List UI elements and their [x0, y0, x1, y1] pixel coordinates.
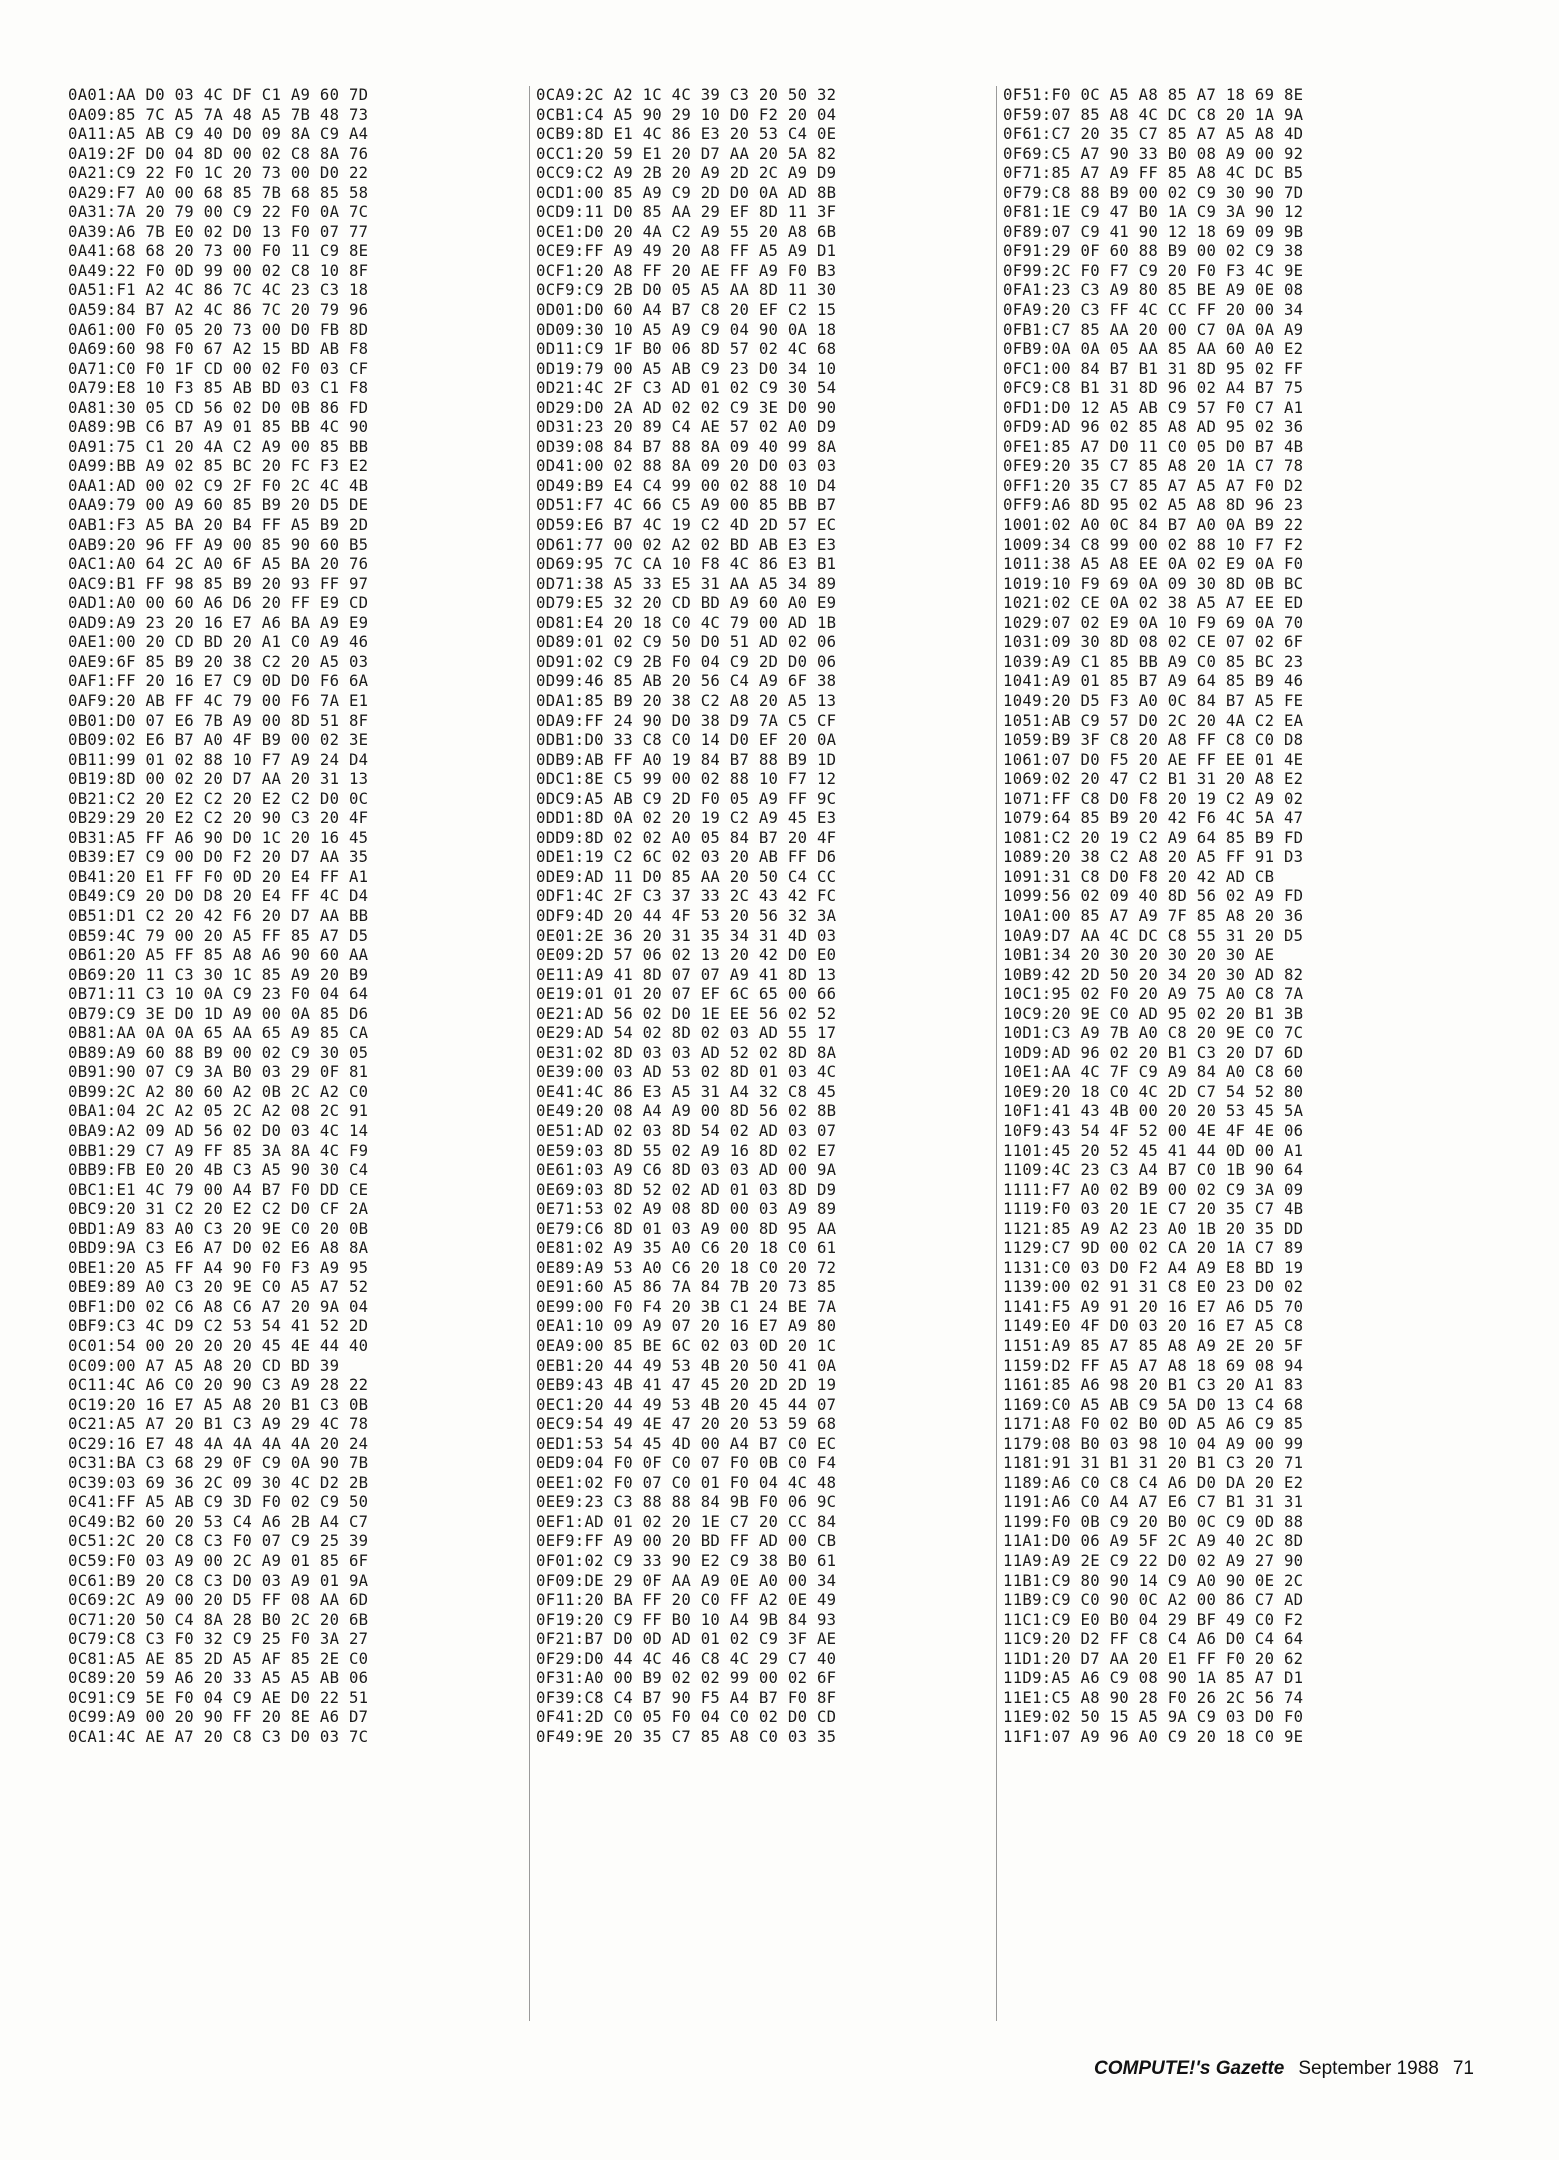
listing-line: 0EA9:00 85 BE 6C 02 03 0D 20 1C	[536, 1337, 837, 1355]
listing-line: 0F81:1E C9 47 B0 1A C9 3A 90 12	[1003, 203, 1304, 222]
listing-line: 0F01:02 C9 33 90 E2 C9 38 B0 61	[536, 1552, 837, 1571]
listing-line: 0C89:20 59 A6 20 33 A5 A5 AB 06	[68, 1669, 369, 1688]
listing-line: 0F69:C5 A7 90 33 B0 08 A9 00 92	[1003, 144, 1304, 163]
listing-line: 1009:34 C8 99 00 02 88 10 F7 F2	[1003, 535, 1304, 554]
listing-line: 0A41:68 68 20 73 00 F0 11 C9 8E	[68, 242, 369, 261]
listing-line: 0DE9:AD 11 D0 85 AA 20 50 C4 CC	[536, 867, 837, 886]
listing-line: 0EB1:20 44 49 53 4B 20 50 41 0A	[536, 1356, 837, 1375]
listing-line: 0F21:B7 D0 0D AD 01 02 C9 3F AE	[536, 1630, 837, 1649]
listing-line: 0BB1:29 C7 A9 FF 85 3A 8A 4C F9	[68, 1141, 369, 1160]
listing-line: 0D59:E6 B7 4C 19 C2 4D 2D 57 EC	[536, 516, 837, 535]
listing-line: 0AD9:A9 23 20 16 E7 A6 BA A9 E9	[68, 613, 369, 632]
listing-line: 0F31:A0 00 B9 02 02 99 00 02 6F	[536, 1669, 837, 1688]
listing-line: 0D89:01 02 C9 50 D0 51 AD 02 06	[536, 633, 837, 652]
listing-line: 0FB1:C7 85 AA 20 00 C7 0A 0A A9	[1003, 320, 1304, 339]
listing-line: 0F11:20 BA FF 20 C0 FF A2 0E 49	[536, 1591, 837, 1610]
listing-line: 0DD1:8D 0A 02 20 19 C2 A9 45 E3	[536, 809, 837, 828]
listing-line: 0B19:8D 00 02 20 D7 AA 20 31 13	[68, 770, 369, 789]
page-footer	[1094, 2058, 1474, 2080]
listing-line: 1001:02 A0 0C 84 B7 A0 0A B9 22	[1003, 516, 1304, 535]
listing-line: 0A11:A5 AB C9 40 D0 09 8A C9 A4	[68, 125, 369, 144]
listing-line: 0AB1:F3 A5 BA 20 B4 FF A5 B9 2D	[68, 516, 369, 535]
listing-line: 0CB1:C4 A5 90 29 10 D0 F2 20 04	[536, 105, 837, 124]
listing-line: 11E1:C5 A8 90 28 F0 26 2C 56 74	[1003, 1688, 1304, 1707]
listing-line: 0EF1:AD 01 02 20 1E C7 20 CC 84	[536, 1512, 837, 1531]
listing-line: 0AA1:AD 00 02 C9 2F F0 2C 4C 4B	[68, 476, 369, 495]
listing-line: 11D9:A5 A6 C9 08 90 1A 85 A7 D1	[1003, 1669, 1304, 1688]
listing-line: 0AF1:FF 20 16 E7 C9 0D D0 F6 6A	[68, 672, 369, 691]
footer-issue-date: September 1988	[1298, 2058, 1439, 2079]
listing-line: 1109:4C 23 C3 A4 B7 C0 1B 90 64	[1003, 1161, 1304, 1180]
listing-line: 0B81:AA 0A 0A 65 AA 65 A9 85 CA	[68, 1024, 369, 1043]
listing-line: 0B71:11 C3 10 0A C9 23 F0 04 64	[68, 985, 369, 1004]
listing-line: 0C11:4C A6 C0 20 90 C3 A9 28 22	[68, 1376, 369, 1395]
listing-line: 0D21:4C 2F C3 AD 01 02 C9 30 54	[536, 379, 837, 398]
listing-line: 1151:A9 85 A7 85 A8 A9 2E 20 5F	[1003, 1337, 1304, 1355]
listing-line: 0C99:A9 00 20 90 FF 20 8E A6 D7	[68, 1708, 369, 1727]
listing-line: 0F51:F0 0C A5 A8 85 A7 18 69 8E	[1003, 86, 1304, 104]
listing-column-2	[529, 86, 980, 2021]
listing-line: 0CD9:11 D0 85 AA 29 EF 8D 11 3F	[536, 203, 837, 222]
listing-page	[62, 86, 1477, 2036]
listing-line: 0B31:A5 FF A6 90 D0 1C 20 16 45	[68, 828, 369, 847]
listing-line: 0B99:2C A2 80 60 A2 0B 2C A2 C0	[68, 1082, 369, 1101]
listing-line: 0B21:C2 20 E2 C2 20 E2 C2 D0 0C	[68, 789, 369, 808]
listing-line: 0F59:07 85 A8 4C DC C8 20 1A 9A	[1003, 105, 1304, 124]
listing-line: 0BD1:A9 83 A0 C3 20 9E C0 20 0B	[68, 1219, 369, 1238]
listing-line: 0C09:00 A7 A5 A8 20 CD BD 39	[68, 1356, 340, 1375]
listing-line: 0AD1:A0 00 60 A6 D6 20 FF E9 CD	[68, 594, 369, 613]
listing-line: 0FE1:85 A7 D0 11 C0 05 D0 B7 4B	[1003, 437, 1304, 456]
listing-line: 10A1:00 85 A7 A9 7F 85 A8 20 36	[1003, 906, 1304, 925]
listing-line: 1161:85 A6 98 20 B1 C3 20 A1 83	[1003, 1376, 1304, 1395]
listing-line: 0F79:C8 88 B9 00 02 C9 30 90 7D	[1003, 183, 1304, 202]
listing-line: 1159:D2 FF A5 A7 A8 18 69 08 94	[1003, 1356, 1304, 1375]
listing-line: 0C31:BA C3 68 29 0F C9 0A 90 7B	[68, 1454, 369, 1473]
listing-line: 1011:38 A5 A8 EE 0A 02 E9 0A F0	[1003, 555, 1304, 574]
listing-line: 0D51:F7 4C 66 C5 A9 00 85 BB B7	[536, 496, 837, 515]
listing-line: 0BE1:20 A5 FF A4 90 F0 F3 A9 95	[68, 1258, 369, 1277]
listing-line: 0B29:29 20 E2 C2 20 90 C3 20 4F	[68, 809, 369, 828]
listing-line: 1091:31 C8 D0 F8 20 42 AD CB	[1003, 867, 1275, 886]
listing-line: 0EF9:FF A9 00 20 BD FF AD 00 CB	[536, 1532, 837, 1551]
listing-line: 0E11:A9 41 8D 07 07 A9 41 8D 13	[536, 965, 837, 984]
listing-line: 0B41:20 E1 FF F0 0D 20 E4 FF A1	[68, 867, 369, 886]
listing-line: 0D01:D0 60 A4 B7 C8 20 EF C2 15	[536, 301, 837, 320]
listing-line: 0E51:AD 02 03 8D 54 02 AD 03 07	[536, 1121, 837, 1140]
listing-line: 0EA1:10 09 A9 07 20 16 E7 A9 80	[536, 1317, 837, 1336]
listing-line: 0BF1:D0 02 C6 A8 C6 A7 20 9A 04	[68, 1297, 369, 1316]
listing-line: 0FA9:20 C3 FF 4C CC FF 20 00 34	[1003, 301, 1304, 320]
listing-line: 0EE9:23 C3 88 88 84 9B F0 06 9C	[536, 1493, 837, 1512]
listing-line: 0B11:99 01 02 88 10 F7 A9 24 D4	[68, 750, 369, 769]
listing-line: 0FD1:D0 12 A5 AB C9 57 F0 C7 A1	[1003, 398, 1304, 417]
listing-line: 0C41:FF A5 AB C9 3D F0 02 C9 50	[68, 1493, 369, 1512]
listing-line: 0D29:D0 2A AD 02 02 C9 3E D0 90	[536, 398, 837, 417]
listing-line: 1071:FF C8 D0 F8 20 19 C2 A9 02	[1003, 789, 1304, 808]
listing-line: 0BF9:C3 4C D9 C2 53 54 41 52 2D	[68, 1317, 369, 1336]
listing-line: 0B09:02 E6 B7 A0 4F B9 00 02 3E	[68, 731, 369, 750]
listing-line: 0ED9:04 F0 0F C0 07 F0 0B C0 F4	[536, 1454, 837, 1473]
listing-line: 1069:02 20 47 C2 B1 31 20 A8 E2	[1003, 770, 1304, 789]
listing-line: 0A09:85 7C A5 7A 48 A5 7B 48 73	[68, 105, 369, 124]
listing-column-1	[62, 86, 513, 2021]
listing-line: 0E21:AD 56 02 D0 1E EE 56 02 52	[536, 1004, 837, 1023]
listing-line: 11B9:C9 C0 90 0C A2 00 86 C7 AD	[1003, 1591, 1304, 1610]
listing-line: 0D99:46 85 AB 20 56 C4 A9 6F 38	[536, 672, 837, 691]
listing-line: 0E31:02 8D 03 03 AD 52 02 8D 8A	[536, 1043, 837, 1062]
listing-line: 11C9:20 D2 FF C8 C4 A6 D0 C4 64	[1003, 1630, 1304, 1649]
listing-line: 11A1:D0 06 A9 5F 2C A9 40 2C 8D	[1003, 1532, 1304, 1551]
listing-line: 10A9:D7 AA 4C DC C8 55 31 20 D5	[1003, 926, 1304, 945]
listing-line: 0CA1:4C AE A7 20 C8 C3 D0 03 7C	[68, 1727, 369, 1746]
listing-line: 1101:45 20 52 45 41 44 0D 00 A1	[1003, 1141, 1304, 1160]
listing-line: 0D09:30 10 A5 A9 C9 04 90 0A 18	[536, 320, 837, 339]
listing-line: 0DC1:8E C5 99 00 02 88 10 F7 12	[536, 770, 837, 789]
listing-line: 0CB9:8D E1 4C 86 E3 20 53 C4 0E	[536, 125, 837, 144]
listing-line: 0DF1:4C 2F C3 37 33 2C 43 42 FC	[536, 887, 837, 906]
listing-line: 0F39:C8 C4 B7 90 F5 A4 B7 F0 8F	[536, 1688, 837, 1707]
listing-line: 0F91:29 0F 60 88 B9 00 02 C9 38	[1003, 242, 1304, 261]
listing-line: 10D1:C3 A9 7B A0 C8 20 9E C0 7C	[1003, 1024, 1304, 1043]
listing-line: 0B69:20 11 C3 30 1C 85 A9 20 B9	[68, 965, 369, 984]
listing-line: 0AE9:6F 85 B9 20 38 C2 20 A5 03	[68, 652, 369, 671]
listing-line: 0DD9:8D 02 02 A0 05 84 B7 20 4F	[536, 828, 837, 847]
listing-line: 0C91:C9 5E F0 04 C9 AE D0 22 51	[68, 1688, 369, 1707]
listing-line: 0E41:4C 86 E3 A5 31 A4 32 C8 45	[536, 1082, 837, 1101]
listing-line: 1041:A9 01 85 B7 A9 64 85 B9 46	[1003, 672, 1304, 691]
listing-line: 11D1:20 D7 AA 20 E1 FF F0 20 62	[1003, 1649, 1304, 1668]
listing-line: 0A19:2F D0 04 8D 00 02 C8 8A 76	[68, 144, 369, 163]
listing-line: 1181:91 31 B1 31 20 B1 C3 20 71	[1003, 1454, 1304, 1473]
listing-line: 0B39:E7 C9 00 D0 F2 20 D7 AA 35	[68, 848, 369, 867]
listing-line: 0B51:D1 C2 20 42 F6 20 D7 AA BB	[68, 906, 369, 925]
listing-line: 0D69:95 7C CA 10 F8 4C 86 E3 B1	[536, 555, 837, 574]
listing-line: 0CC1:20 59 E1 20 D7 AA 20 5A 82	[536, 144, 837, 163]
listing-line: 0C39:03 69 36 2C 09 30 4C D2 2B	[68, 1473, 369, 1492]
listing-line: 1081:C2 20 19 C2 A9 64 85 B9 FD	[1003, 828, 1304, 847]
listing-line: 1131:C0 03 D0 F2 A4 A9 E8 BD 19	[1003, 1258, 1304, 1277]
listing-line: 0A91:75 C1 20 4A C2 A9 00 85 BB	[68, 437, 369, 456]
listing-line: 0FD9:AD 96 02 85 A8 AD 95 02 36	[1003, 418, 1304, 437]
listing-line: 0D49:B9 E4 C4 99 00 02 88 10 D4	[536, 476, 837, 495]
listing-line: 0DE1:19 C2 6C 02 03 20 AB FF D6	[536, 848, 837, 867]
listing-line: 0AF9:20 AB FF 4C 79 00 F6 7A E1	[68, 691, 369, 710]
listing-line: 0E59:03 8D 55 02 A9 16 8D 02 E7	[536, 1141, 837, 1160]
listing-line: 0BC1:E1 4C 79 00 A4 B7 F0 DD CE	[68, 1180, 369, 1199]
listing-line: 10F9:43 54 4F 52 00 4E 4F 4E 06	[1003, 1121, 1304, 1140]
listing-line: 0DA9:FF 24 90 D0 38 D9 7A C5 CF	[536, 711, 837, 730]
listing-line: 0CF9:C9 2B D0 05 A5 AA 8D 11 30	[536, 281, 837, 300]
listing-line: 10B9:42 2D 50 20 34 20 30 AD 82	[1003, 965, 1304, 984]
listing-line: 0D79:E5 32 20 CD BD A9 60 A0 E9	[536, 594, 837, 613]
listing-line: 1171:A8 F0 02 B0 0D A5 A6 C9 85	[1003, 1415, 1304, 1434]
listing-line: 0E49:20 08 A4 A9 00 8D 56 02 8B	[536, 1102, 837, 1121]
listing-line: 11C1:C9 E0 B0 04 29 BF 49 C0 F2	[1003, 1610, 1304, 1629]
listing-line: 0FF1:20 35 C7 85 A7 A5 A7 F0 D2	[1003, 476, 1304, 495]
listing-line: 0CF1:20 A8 FF 20 AE FF A9 F0 B3	[536, 261, 837, 280]
listing-line: 0AC1:A0 64 2C A0 6F A5 BA 20 76	[68, 555, 369, 574]
listing-line: 0D11:C9 1F B0 06 8D 57 02 4C 68	[536, 340, 837, 359]
listing-line: 0C69:2C A9 00 20 D5 FF 08 AA 6D	[68, 1591, 369, 1610]
footer-page-number: 71	[1452, 2058, 1474, 2079]
listing-line: 0D39:08 84 B7 88 8A 09 40 99 8A	[536, 437, 837, 456]
listing-line: 0A99:BB A9 02 85 BC 20 FC F3 E2	[68, 457, 369, 476]
listing-line: 0E79:C6 8D 01 03 A9 00 8D 95 AA	[536, 1219, 837, 1238]
listing-column-3	[996, 86, 1447, 2021]
listing-line: 0EC1:20 44 49 53 4B 20 45 44 07	[536, 1395, 837, 1414]
listing-line: 0A31:7A 20 79 00 C9 22 F0 0A 7C	[68, 203, 369, 222]
listing-line: 0B61:20 A5 FF 85 A8 A6 90 60 AA	[68, 946, 369, 965]
listing-line: 0F49:9E 20 35 C7 85 A8 C0 03 35	[536, 1727, 837, 1746]
listing-line: 0AC9:B1 FF 98 85 B9 20 93 FF 97	[68, 574, 369, 593]
listing-line: 10B1:34 20 30 20 30 20 30 AE	[1003, 946, 1275, 965]
listing-line: 1089:20 38 C2 A8 20 A5 FF 91 D3	[1003, 848, 1304, 867]
footer-magazine-title: COMPUTE!'s Gazette	[1094, 2058, 1285, 2079]
listing-line: 1141:F5 A9 91 20 16 E7 A6 D5 70	[1003, 1297, 1304, 1316]
listing-line: 0B01:D0 07 E6 7B A9 00 8D 51 8F	[68, 711, 369, 730]
listing-line: 1119:F0 03 20 1E C7 20 35 C7 4B	[1003, 1200, 1304, 1219]
listing-line: 0E99:00 F0 F4 20 3B C1 24 BE 7A	[536, 1297, 837, 1316]
listing-line: 0A51:F1 A2 4C 86 7C 4C 23 C3 18	[68, 281, 369, 300]
listing-line: 11B1:C9 80 90 14 C9 A0 90 0E 2C	[1003, 1571, 1304, 1590]
listing-line: 0E19:01 01 20 07 EF 6C 65 00 66	[536, 985, 837, 1004]
listing-line: 0F29:D0 44 4C 46 C8 4C 29 C7 40	[536, 1649, 837, 1668]
listing-line: 0DB1:D0 33 C8 C0 14 D0 EF 20 0A	[536, 731, 837, 750]
listing-line: 0A81:30 05 CD 56 02 D0 0B 86 FD	[68, 398, 369, 417]
listing-line: 0C61:B9 20 C8 C3 D0 03 A9 01 9A	[68, 1571, 369, 1590]
listing-line: 10E9:20 18 C0 4C 2D C7 54 52 80	[1003, 1082, 1304, 1101]
listing-line: 1059:B9 3F C8 20 A8 FF C8 C0 D8	[1003, 731, 1304, 750]
listing-line: 0C49:B2 60 20 53 C4 A6 2B A4 C7	[68, 1512, 369, 1531]
listing-line: 0C21:A5 A7 20 B1 C3 A9 29 4C 78	[68, 1415, 369, 1434]
listing-line: 0BE9:89 A0 C3 20 9E C0 A5 A7 52	[68, 1278, 369, 1297]
listing-line: 0CE9:FF A9 49 20 A8 FF A5 A9 D1	[536, 242, 837, 261]
listing-line: 0FC9:C8 B1 31 8D 96 02 A4 B7 75	[1003, 379, 1304, 398]
listing-line: 0AE1:00 20 CD BD 20 A1 C0 A9 46	[68, 633, 369, 652]
listing-line: 10E1:AA 4C 7F C9 A9 84 A0 C8 60	[1003, 1063, 1304, 1082]
listing-line: 0DA1:85 B9 20 38 C2 A8 20 A5 13	[536, 691, 837, 710]
listing-line: 0A29:F7 A0 00 68 85 7B 68 85 58	[68, 183, 369, 202]
listing-line: 0E71:53 02 A9 08 8D 00 03 A9 89	[536, 1200, 837, 1219]
listing-line: 0B91:90 07 C9 3A B0 03 29 0F 81	[68, 1063, 369, 1082]
listing-line: 1061:07 D0 F5 20 AE FF EE 01 4E	[1003, 750, 1304, 769]
listing-line: 1189:A6 C0 C8 C4 A6 D0 DA 20 E2	[1003, 1473, 1304, 1492]
listing-line: 1129:C7 9D 00 02 CA 20 1A C7 89	[1003, 1239, 1304, 1258]
listing-line: 0A59:84 B7 A2 4C 86 7C 20 79 96	[68, 301, 369, 320]
listing-line: 0BB9:FB E0 20 4B C3 A5 90 30 C4	[68, 1161, 369, 1180]
listing-line: 11A9:A9 2E C9 22 D0 02 A9 27 90	[1003, 1552, 1304, 1571]
listing-line: 1121:85 A9 A2 23 A0 1B 20 35 DD	[1003, 1219, 1304, 1238]
listing-line: 0FB9:0A 0A 05 AA 85 AA 60 A0 E2	[1003, 340, 1304, 359]
listing-line: 0F71:85 A7 A9 FF 85 A8 4C DC B5	[1003, 164, 1304, 183]
listing-line: 0A69:60 98 F0 67 A2 15 BD AB F8	[68, 340, 369, 359]
listing-line: 0B49:C9 20 D0 D8 20 E4 FF 4C D4	[68, 887, 369, 906]
listing-line: 0D41:00 02 88 8A 09 20 D0 03 03	[536, 457, 837, 476]
listing-line: 0CC9:C2 A9 2B 20 A9 2D 2C A9 D9	[536, 164, 837, 183]
listing-line: 0EC9:54 49 4E 47 20 20 53 59 68	[536, 1415, 837, 1434]
listing-line: 0EE1:02 F0 07 C0 01 F0 04 4C 48	[536, 1473, 837, 1492]
listing-line: 0E81:02 A9 35 A0 C6 20 18 C0 61	[536, 1239, 837, 1258]
listing-line: 1021:02 CE 0A 02 38 A5 A7 EE ED	[1003, 594, 1304, 613]
listing-line: 1079:64 85 B9 20 42 F6 4C 5A 47	[1003, 809, 1304, 828]
listing-line: 0F41:2D C0 05 F0 04 C0 02 D0 CD	[536, 1708, 837, 1727]
listing-line: 0E89:A9 53 A0 C6 20 18 C0 20 72	[536, 1258, 837, 1277]
listing-line: 1019:10 F9 69 0A 09 30 8D 0B BC	[1003, 574, 1304, 593]
listing-line: 0A01:AA D0 03 4C DF C1 A9 60 7D	[68, 86, 369, 104]
listing-line: 0BD9:9A C3 E6 A7 D0 02 E6 A8 8A	[68, 1239, 369, 1258]
listing-line: 0CD1:00 85 A9 C9 2D D0 0A AD 8B	[536, 183, 837, 202]
listing-line: 1149:E0 4F D0 03 20 16 E7 A5 C8	[1003, 1317, 1304, 1336]
listing-line: 0CA9:2C A2 1C 4C 39 C3 20 50 32	[536, 86, 837, 104]
listing-line: 0DB9:AB FF A0 19 84 B7 88 B9 1D	[536, 750, 837, 769]
listing-line: 10C9:20 9E C0 AD 95 02 20 B1 3B	[1003, 1004, 1304, 1023]
listing-line: 11E9:02 50 15 A5 9A C9 03 D0 F0	[1003, 1708, 1304, 1727]
listing-line: 0E09:2D 57 06 02 13 20 42 D0 E0	[536, 946, 837, 965]
listing-line: 0A71:C0 F0 1F CD 00 02 F0 03 CF	[68, 359, 369, 378]
listing-line: 0A79:E8 10 F3 85 AB BD 03 C1 F8	[68, 379, 369, 398]
listing-line: 0A61:00 F0 05 20 73 00 D0 FB 8D	[68, 320, 369, 339]
listing-line: 0FA1:23 C3 A9 80 85 BE A9 0E 08	[1003, 281, 1304, 300]
listing-line: 1111:F7 A0 02 B9 00 02 C9 3A 09	[1003, 1180, 1304, 1199]
listing-line: 1199:F0 0B C9 20 B0 0C C9 0D 88	[1003, 1512, 1304, 1531]
listing-line: 0DC9:A5 AB C9 2D F0 05 A9 FF 9C	[536, 789, 837, 808]
listing-line: 11F1:07 A9 96 A0 C9 20 18 C0 9E	[1003, 1727, 1304, 1746]
listing-line: 0B59:4C 79 00 20 A5 FF 85 A7 D5	[68, 926, 369, 945]
listing-line: 0CE1:D0 20 4A C2 A9 55 20 A8 6B	[536, 222, 837, 241]
listing-line: 10D9:AD 96 02 20 B1 C3 20 D7 6D	[1003, 1043, 1304, 1062]
listing-line: 0B89:A9 60 88 B9 00 02 C9 30 05	[68, 1043, 369, 1062]
listing-line: 0EB9:43 4B 41 47 45 20 2D 2D 19	[536, 1376, 837, 1395]
listing-line: 0D91:02 C9 2B F0 04 C9 2D D0 06	[536, 652, 837, 671]
listing-line: 0E91:60 A5 86 7A 84 7B 20 73 85	[536, 1278, 837, 1297]
listing-line: 0F61:C7 20 35 C7 85 A7 A5 A8 4D	[1003, 125, 1304, 144]
listing-line: 1029:07 02 E9 0A 10 F9 69 0A 70	[1003, 613, 1304, 632]
listing-line: 0A21:C9 22 F0 1C 20 73 00 D0 22	[68, 164, 369, 183]
listing-line: 0FC1:00 84 B7 B1 31 8D 95 02 FF	[1003, 359, 1304, 378]
listing-line: 0AA9:79 00 A9 60 85 B9 20 D5 DE	[68, 496, 369, 515]
listing-line: 0D81:E4 20 18 C0 4C 79 00 AD 1B	[536, 613, 837, 632]
listing-line: 0D71:38 A5 33 E5 31 AA A5 34 89	[536, 574, 837, 593]
listing-line: 0C01:54 00 20 20 20 45 4E 44 40	[68, 1337, 369, 1355]
listing-line: 10C1:95 02 F0 20 A9 75 A0 C8 7A	[1003, 985, 1304, 1004]
listing-line: 0F89:07 C9 41 90 12 18 69 09 9B	[1003, 222, 1304, 241]
listing-line: 0D19:79 00 A5 AB C9 23 D0 34 10	[536, 359, 837, 378]
listing-line: 0A39:A6 7B E0 02 D0 13 F0 07 77	[68, 222, 369, 241]
listing-line: 0E61:03 A9 C6 8D 03 03 AD 00 9A	[536, 1161, 837, 1180]
listing-line: 0D31:23 20 89 C4 AE 57 02 A0 D9	[536, 418, 837, 437]
listing-line: 1049:20 D5 F3 A0 0C 84 B7 A5 FE	[1003, 691, 1304, 710]
listing-line: 0F99:2C F0 F7 C9 20 F0 F3 4C 9E	[1003, 261, 1304, 280]
listing-line: 1039:A9 C1 85 BB A9 C0 85 BC 23	[1003, 652, 1304, 671]
listing-line: 0C19:20 16 E7 A5 A8 20 B1 C3 0B	[68, 1395, 369, 1414]
listing-line: 0DF9:4D 20 44 4F 53 20 56 32 3A	[536, 906, 837, 925]
listing-line: 0BC9:20 31 C2 20 E2 C2 D0 CF 2A	[68, 1200, 369, 1219]
listing-line: 0FF9:A6 8D 95 02 A5 A8 8D 96 23	[1003, 496, 1304, 515]
listing-line: 0C59:F0 03 A9 00 2C A9 01 85 6F	[68, 1552, 369, 1571]
listing-line: 0AB9:20 96 FF A9 00 85 90 60 B5	[68, 535, 369, 554]
listing-line: 0A89:9B C6 B7 A9 01 85 BB 4C 90	[68, 418, 369, 437]
listing-line: 1191:A6 C0 A4 A7 E6 C7 B1 31 31	[1003, 1493, 1304, 1512]
listing-line: 0F09:DE 29 0F AA A9 0E A0 00 34	[536, 1571, 837, 1590]
listing-line: 1139:00 02 91 31 C8 E0 23 D0 02	[1003, 1278, 1304, 1297]
listing-line: 1031:09 30 8D 08 02 CE 07 02 6F	[1003, 633, 1304, 652]
listing-line: 0C81:A5 AE 85 2D A5 AF 85 2E C0	[68, 1649, 369, 1668]
listing-line: 0C71:20 50 C4 8A 28 B0 2C 20 6B	[68, 1610, 369, 1629]
listing-line: 0E39:00 03 AD 53 02 8D 01 03 4C	[536, 1063, 837, 1082]
listing-line: 0BA1:04 2C A2 05 2C A2 08 2C 91	[68, 1102, 369, 1121]
listing-line: 0E69:03 8D 52 02 AD 01 03 8D D9	[536, 1180, 837, 1199]
listing-line: 0ED1:53 54 45 4D 00 A4 B7 C0 EC	[536, 1434, 837, 1453]
listing-line: 0C51:2C 20 C8 C3 F0 07 C9 25 39	[68, 1532, 369, 1551]
listing-line: 0B79:C9 3E D0 1D A9 00 0A 85 D6	[68, 1004, 369, 1023]
listing-line: 0BA9:A2 09 AD 56 02 D0 03 4C 14	[68, 1121, 369, 1140]
listing-line: 1179:08 B0 03 98 10 04 A9 00 99	[1003, 1434, 1304, 1453]
listing-line: 0E01:2E 36 20 31 35 34 31 4D 03	[536, 926, 837, 945]
listing-line: 0F19:20 C9 FF B0 10 A4 9B 84 93	[536, 1610, 837, 1629]
listing-line: 10F1:41 43 4B 00 20 20 53 45 5A	[1003, 1102, 1304, 1121]
listing-line: 1051:AB C9 57 D0 2C 20 4A C2 EA	[1003, 711, 1304, 730]
listing-line: 1169:C0 A5 AB C9 5A D0 13 C4 68	[1003, 1395, 1304, 1414]
listing-line: 0FE9:20 35 C7 85 A8 20 1A C7 78	[1003, 457, 1304, 476]
listing-line: 0A49:22 F0 0D 99 00 02 C8 10 8F	[68, 261, 369, 280]
listing-line: 0C79:C8 C3 F0 32 C9 25 F0 3A 27	[68, 1630, 369, 1649]
listing-line: 0E29:AD 54 02 8D 02 03 AD 55 17	[536, 1024, 837, 1043]
listing-line: 1099:56 02 09 40 8D 56 02 A9 FD	[1003, 887, 1304, 906]
listing-line: 0D61:77 00 02 A2 02 BD AB E3 E3	[536, 535, 837, 554]
listing-line: 0C29:16 E7 48 4A 4A 4A 4A 20 24	[68, 1434, 369, 1453]
